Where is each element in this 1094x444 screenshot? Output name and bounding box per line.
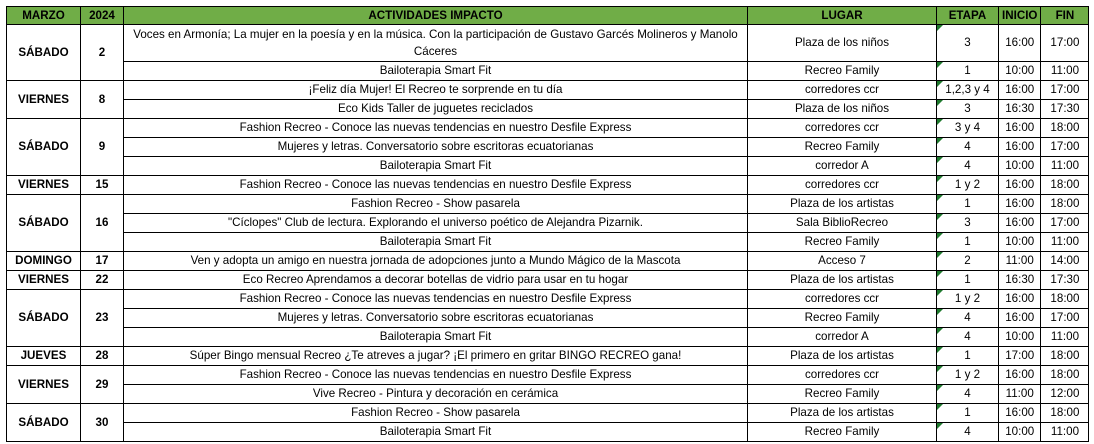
stage-cell[interactable]: 4 xyxy=(937,423,999,442)
schedule-body xyxy=(7,25,1089,442)
table-row xyxy=(7,214,1089,233)
stage-cell[interactable]: 4 xyxy=(937,157,999,176)
stage-cell[interactable]: 1 xyxy=(937,347,999,366)
date-cell[interactable]: 22 xyxy=(81,271,124,290)
place-cell[interactable]: Plaza de los niños xyxy=(748,25,937,62)
place-cell[interactable]: Plaza de los artistas xyxy=(748,195,937,214)
start-time-cell[interactable]: 16:30 xyxy=(999,271,1041,290)
place-cell[interactable]: corredor A xyxy=(748,328,937,347)
place-cell[interactable]: Recreo Family xyxy=(748,309,937,328)
place-cell[interactable]: Recreo Family xyxy=(748,233,937,252)
stage-cell[interactable]: 1 y 2 xyxy=(937,366,999,385)
start-time-cell[interactable]: 16:00 xyxy=(999,119,1041,138)
activity-cell[interactable]: Bailoterapia Smart Fit xyxy=(124,62,748,81)
activity-cell[interactable]: Fashion Recreo - Conoce las nuevas tendencias en nuestro Desfile Express xyxy=(124,366,748,385)
place-cell[interactable]: corredores ccr xyxy=(748,366,937,385)
activity-cell[interactable]: "Cíclopes" Club de lectura. Explorando el universo poético de Alejandra Pizarnik. xyxy=(124,214,748,233)
table-row xyxy=(7,271,1089,290)
start-time-cell[interactable]: 11:00 xyxy=(999,252,1041,271)
table-row xyxy=(7,423,1089,442)
activity-cell[interactable]: Ven y adopta un amigo en nuestra jornada de adopciones junto a Mundo Mágico de la Mascota xyxy=(124,252,748,271)
start-time-cell[interactable]: 16:00 xyxy=(999,81,1041,100)
end-time-cell[interactable]: 18:00 xyxy=(1041,195,1089,214)
activity-cell[interactable]: Voces en Armonía; La mujer en la poesía y en la música. Con la participación de Gustavo Garcés Molineros y Manolo Cáceres xyxy=(124,25,748,62)
stage-cell[interactable]: 4 xyxy=(937,309,999,328)
end-time-cell[interactable]: 17:00 xyxy=(1041,309,1089,328)
start-time-cell[interactable]: 16:30 xyxy=(999,100,1041,119)
end-time-cell[interactable]: 11:00 xyxy=(1041,328,1089,347)
start-time-cell[interactable]: 16:00 xyxy=(999,195,1041,214)
place-cell[interactable]: Plaza de los artistas xyxy=(748,271,937,290)
activity-cell[interactable]: Fashion Recreo - Conoce las nuevas tendencias en nuestro Desfile Express xyxy=(124,119,748,138)
activity-cell[interactable]: Eco Recreo Aprendamos a decorar botellas de vidrio para usar en tu hogar xyxy=(124,271,748,290)
end-time-cell[interactable]: 12:00 xyxy=(1041,385,1089,404)
table-row xyxy=(7,195,1089,214)
day-cell[interactable]: SÁBADO xyxy=(7,119,81,176)
place-cell[interactable]: corredor A xyxy=(748,157,937,176)
start-time-cell[interactable]: 16:00 xyxy=(999,176,1041,195)
activity-cell[interactable]: Bailoterapia Smart Fit xyxy=(124,328,748,347)
place-cell[interactable]: corredores ccr xyxy=(748,81,937,100)
table-row xyxy=(7,366,1089,385)
start-time-cell[interactable]: 10:00 xyxy=(999,233,1041,252)
start-time-cell[interactable]: 17:00 xyxy=(999,347,1041,366)
table-row xyxy=(7,309,1089,328)
place-cell[interactable]: Sala BiblioRecreo xyxy=(748,214,937,233)
place-cell[interactable]: Recreo Family xyxy=(748,138,937,157)
date-cell[interactable]: 2 xyxy=(81,25,124,81)
place-cell[interactable]: Plaza de los artistas xyxy=(748,404,937,423)
table-row xyxy=(7,290,1089,309)
end-time-cell[interactable]: 11:00 xyxy=(1041,157,1089,176)
day-cell[interactable]: DOMINGO xyxy=(7,252,81,271)
date-cell[interactable]: 23 xyxy=(81,290,124,347)
table-row xyxy=(7,62,1089,81)
table-row xyxy=(7,81,1089,100)
day-cell[interactable]: VIERNES xyxy=(7,366,81,404)
table-row xyxy=(7,328,1089,347)
header-month[interactable]: MARZO xyxy=(7,7,81,25)
header-stage[interactable]: ETAPA xyxy=(937,7,999,25)
activity-cell[interactable]: Bailoterapia Smart Fit xyxy=(124,157,748,176)
activity-cell[interactable]: Fashion Recreo - Show pasarela xyxy=(124,404,748,423)
stage-cell[interactable]: 1 y 2 xyxy=(937,176,999,195)
end-time-cell[interactable]: 11:00 xyxy=(1041,233,1089,252)
stage-cell[interactable]: 3 xyxy=(937,100,999,119)
start-time-cell[interactable]: 10:00 xyxy=(999,62,1041,81)
place-cell[interactable]: Recreo Family xyxy=(748,62,937,81)
stage-cell[interactable]: 1 y 2 xyxy=(937,290,999,309)
start-time-cell[interactable]: 16:00 xyxy=(999,25,1041,62)
stage-cell[interactable]: 3 xyxy=(937,214,999,233)
table-row xyxy=(7,157,1089,176)
end-time-cell[interactable]: 18:00 xyxy=(1041,290,1089,309)
date-cell[interactable]: 16 xyxy=(81,195,124,252)
stage-cell[interactable]: 1 xyxy=(937,195,999,214)
end-time-cell[interactable]: 18:00 xyxy=(1041,347,1089,366)
activity-cell[interactable]: Fashion Recreo - Show pasarela xyxy=(124,195,748,214)
activity-cell[interactable]: Bailoterapia Smart Fit xyxy=(124,423,748,442)
end-time-cell[interactable]: 14:00 xyxy=(1041,252,1089,271)
end-time-cell[interactable]: 17:30 xyxy=(1041,100,1089,119)
start-time-cell[interactable]: 16:00 xyxy=(999,309,1041,328)
end-time-cell[interactable]: 18:00 xyxy=(1041,366,1089,385)
header-place[interactable]: LUGAR xyxy=(748,7,937,25)
header-row xyxy=(7,7,1089,25)
stage-cell[interactable]: 1 xyxy=(937,233,999,252)
place-cell[interactable]: Plaza de los niños xyxy=(748,100,937,119)
table-row xyxy=(7,100,1089,119)
stage-cell[interactable]: 2 xyxy=(937,252,999,271)
date-cell[interactable]: 29 xyxy=(81,366,124,404)
stage-cell[interactable]: 3 xyxy=(937,25,999,62)
date-cell[interactable]: 17 xyxy=(81,252,124,271)
day-cell[interactable]: VIERNES xyxy=(7,81,81,119)
schedule-table xyxy=(6,6,1089,442)
start-time-cell[interactable]: 16:00 xyxy=(999,290,1041,309)
place-cell[interactable]: corredores ccr xyxy=(748,119,937,138)
day-cell[interactable]: JUEVES xyxy=(7,347,81,366)
table-row xyxy=(7,404,1089,423)
activity-cell[interactable]: Mujeres y letras. Conversatorio sobre escritoras ecuatorianas xyxy=(124,309,748,328)
header-year[interactable]: 2024 xyxy=(81,7,124,25)
start-time-cell[interactable]: 16:00 xyxy=(999,366,1041,385)
table-row xyxy=(7,119,1089,138)
stage-cell[interactable]: 1 xyxy=(937,271,999,290)
day-cell[interactable]: SÁBADO xyxy=(7,195,81,252)
start-time-cell[interactable]: 16:00 xyxy=(999,404,1041,423)
table-row xyxy=(7,347,1089,366)
day-cell[interactable]: VIERNES xyxy=(7,176,81,195)
end-time-cell[interactable]: 18:00 xyxy=(1041,176,1089,195)
activity-cell[interactable]: Fashion Recreo - Conoce las nuevas tendencias en nuestro Desfile Express xyxy=(124,290,748,309)
table-row xyxy=(7,252,1089,271)
stage-cell[interactable]: 4 xyxy=(937,138,999,157)
day-cell[interactable]: SÁBADO xyxy=(7,290,81,347)
place-cell[interactable]: Recreo Family xyxy=(748,423,937,442)
stage-cell[interactable]: 1 xyxy=(937,404,999,423)
stage-cell[interactable]: 3 y 4 xyxy=(937,119,999,138)
start-time-cell[interactable]: 10:00 xyxy=(999,423,1041,442)
day-cell[interactable]: SÁBADO xyxy=(7,25,81,81)
date-cell[interactable]: 15 xyxy=(81,176,124,195)
start-time-cell[interactable]: 16:00 xyxy=(999,138,1041,157)
date-cell[interactable]: 9 xyxy=(81,119,124,176)
start-time-cell[interactable]: 10:00 xyxy=(999,328,1041,347)
end-time-cell[interactable]: 17:00 xyxy=(1041,25,1089,62)
activity-cell[interactable]: ¡Feliz día Mujer! El Recreo te sorprende en tu día xyxy=(124,81,748,100)
table-row xyxy=(7,233,1089,252)
end-time-cell[interactable]: 18:00 xyxy=(1041,119,1089,138)
table-row xyxy=(7,385,1089,404)
stage-cell[interactable]: 1 xyxy=(937,62,999,81)
activity-cell[interactable]: Mujeres y letras. Conversatorio sobre escritoras ecuatorianas xyxy=(124,138,748,157)
activity-cell[interactable]: Fashion Recreo - Conoce las nuevas tendencias en nuestro Desfile Express xyxy=(124,176,748,195)
end-time-cell[interactable]: 17:00 xyxy=(1041,138,1089,157)
table-row xyxy=(7,138,1089,157)
table-row xyxy=(7,176,1089,195)
activity-cell[interactable]: Súper Bingo mensual Recreo ¿Te atreves a jugar? ¡El primero en gritar BINGO RECREO gana! xyxy=(124,347,748,366)
activity-cell[interactable]: Vive Recreo - Pintura y decoración en cerámica xyxy=(124,385,748,404)
place-cell[interactable]: corredores ccr xyxy=(748,176,937,195)
table-row xyxy=(7,25,1089,62)
date-cell[interactable]: 30 xyxy=(81,404,124,442)
place-cell[interactable]: Acceso 7 xyxy=(748,252,937,271)
activity-cell[interactable]: Eco Kids Taller de juguetes reciclados xyxy=(124,100,748,119)
start-time-cell[interactable]: 10:00 xyxy=(999,157,1041,176)
end-time-cell[interactable]: 17:00 xyxy=(1041,214,1089,233)
stage-cell[interactable]: 4 xyxy=(937,328,999,347)
header-start[interactable]: INICIO xyxy=(999,7,1041,25)
place-cell[interactable]: corredores ccr xyxy=(748,290,937,309)
day-cell[interactable]: SÁBADO xyxy=(7,404,81,442)
date-cell[interactable]: 8 xyxy=(81,81,124,119)
day-cell[interactable]: VIERNES xyxy=(7,271,81,290)
end-time-cell[interactable]: 18:00 xyxy=(1041,404,1089,423)
stage-cell[interactable]: 1,2,3 y 4 xyxy=(937,81,999,100)
activity-cell[interactable]: Bailoterapia Smart Fit xyxy=(124,233,748,252)
place-cell[interactable]: Plaza de los artistas xyxy=(748,347,937,366)
place-cell[interactable]: Recreo Family xyxy=(748,385,937,404)
end-time-cell[interactable]: 17:30 xyxy=(1041,271,1089,290)
header-activities[interactable]: ACTIVIDADES IMPACTO xyxy=(124,7,748,25)
end-time-cell[interactable]: 11:00 xyxy=(1041,62,1089,81)
header-end[interactable]: FIN xyxy=(1041,7,1089,25)
end-time-cell[interactable]: 11:00 xyxy=(1041,423,1089,442)
date-cell[interactable]: 28 xyxy=(81,347,124,366)
end-time-cell[interactable]: 17:00 xyxy=(1041,81,1089,100)
start-time-cell[interactable]: 16:00 xyxy=(999,214,1041,233)
stage-cell[interactable]: 4 xyxy=(937,385,999,404)
start-time-cell[interactable]: 11:00 xyxy=(999,385,1041,404)
